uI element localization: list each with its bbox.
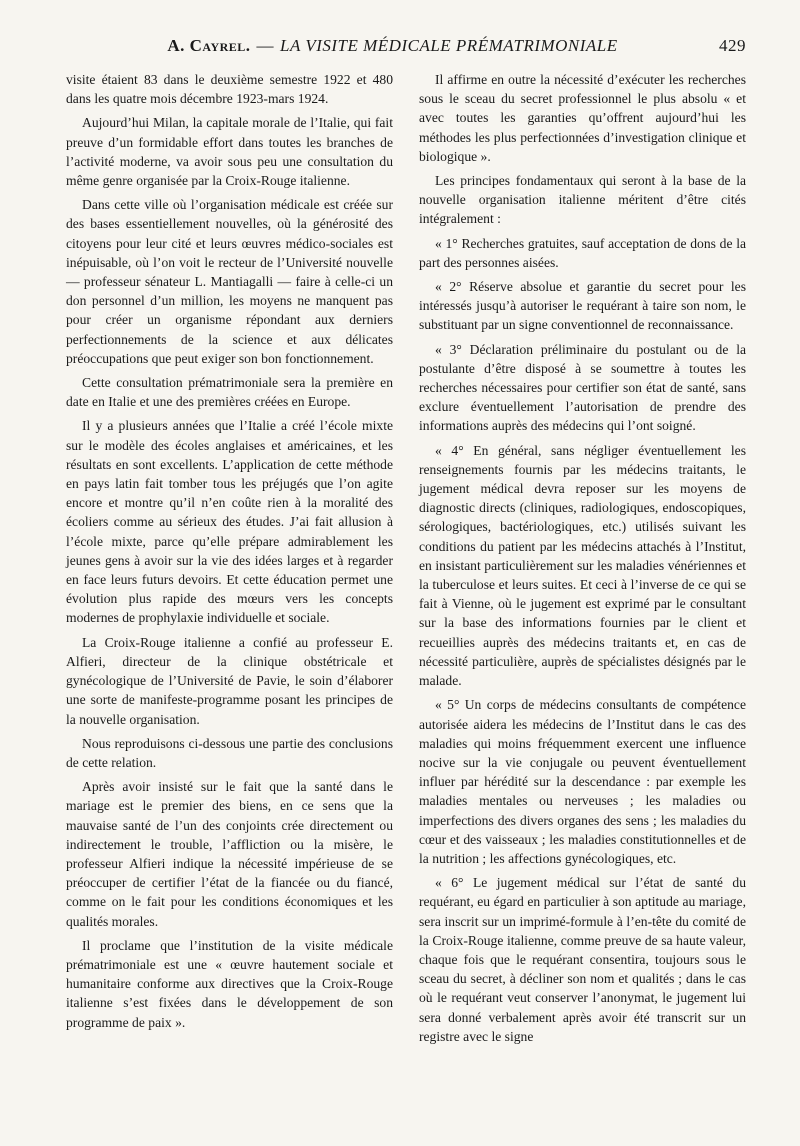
right-column xyxy=(419,70,746,1051)
paragraph: La Croix-Rouge italienne a confié au professeur E. Alfieri, directeur de la clinique obstétricale et gynécologique de l’Université de Pavie, le soin d’élaborer une sorte de manifeste-programme posant les principes de la nouvelle organisation. xyxy=(66,634,393,727)
principle-item: « 2° Réserve absolue et garantie du secret pour les intéressés jusqu’à autoriser le requérant à taire son nom, le substituant par un signe conventionnel de reconnaissance. xyxy=(419,279,746,333)
principle-item: « 5° Un corps de médecins consultants de compétence autorisée aidera les médecins de l’Institut dans le cas des maladies qui moins fréquemment exercent une influence nocive sur la vie conjugale ou peuvent éventuellement influer par hérédité sur la descendance : par exemple les maladies mentales ou nerveuses ; les maladies ou imperfections des divers organes des sens ; les maladies du cœur et des vaisseaux ; les maladies constitutionnelles et de la nutrition ; les affections gynécologiques, etc. xyxy=(419,697,746,866)
page-number: 429 xyxy=(719,36,746,55)
principle-item: « 1° Recherches gratuites, sauf acceptation de dons de la part des personnes aisées. xyxy=(419,235,746,270)
paragraph: visite étaient 83 dans le deuxième semestre 1922 et 480 dans les quatre mois décembre 1923-mars 1924. xyxy=(66,72,393,107)
article-title: LA VISITE MÉDICALE PRÉMATRIMONIALE xyxy=(280,36,618,55)
paragraph: Dans cette ville où l’organisation médicale est créée sur des bases essentiellement nouvelles, où la générosité des citoyens pour leur cité et leurs œuvres médico-sociales est inépuisable, où l’on voit le recteur de l’Université nouvelle — professeur sénateur L. Mantiagalli — faire à celle-ci un don personnel d’un million, les moyens ne manquent pas pour créer un organisme répondant aux derniers perfectionnements de la science et aux délicates préoccupations que peut exiger son bon fonctionnement. xyxy=(66,197,393,366)
paragraph: Il proclame que l’institution de la visite médicale prématrimoniale est une « œuvre hautement sociale et humanitaire conforme aux directives que la Croix-Rouge italienne s’est fixées dans le développement de son programme de paix ». xyxy=(66,937,393,1030)
paragraph: Il y a plusieurs années que l’Italie a créé l’école mixte sur le modèle des écoles anglaises et américaines, et les résultats en sont excellents. L’application de cette méthode en pays latin fait tomber tous les préjugés que l’on agite encore et montre qu’il n’en coûte rien à la moralité des écoliers comme au sérieux des études. J’ai fait allusion à l’école mixte, parce qu’elle prépare admirablement les jeunes gens à avoir sur la vie des idées larges et à regarder en face leurs futurs devoirs. Et cette éducation permet une évolution plus rapide des mœurs vers les concepts modernes de prophylaxie individuelle et sociale. xyxy=(66,418,393,626)
running-head xyxy=(66,36,746,66)
paragraph: Nous reproduisons ci-dessous une partie des conclusions de cette relation. xyxy=(66,735,393,770)
paragraph: Il affirme en outre la nécessité d’exécuter les recherches sous le sceau du secret professionnel le plus absolu « et avec toutes les garanties qu’offrent aujourd’hui les méthodes les plus perfectionnées d’investigation clinique et biologique ». xyxy=(419,72,746,164)
title-separator: — xyxy=(256,36,275,55)
running-title xyxy=(66,36,719,56)
paragraph: Après avoir insisté sur le fait que la santé dans le mariage est le premier des biens, en ce sens que la mauvaise santé de l’un des conjoints crée directement ou indirectement le trouble, l’affliction ou la misère, le professeur Alfieri indique la nécessité impérieuse de se préoccuper de certifier l’état de la fiancée ou du fiancé, comme on le fait pour les conditions économiques et les qualités morales. xyxy=(66,779,393,929)
text-columns xyxy=(66,70,746,1051)
author-name: A. Cayrel. xyxy=(167,36,251,55)
paragraph: Les principes fondamentaux qui seront à la base de la nouvelle organisation italienne méritent d’être cités intégralement : xyxy=(419,173,746,227)
principle-item: « 4° En général, sans négliger éventuellement les renseignements fournis par les médecins traitants, le jugement médical devra reposer sur les moyens de diagnostic directs (cliniques, radiologiques, endoscopiques, sérologiques, bactériologiques, etc.) utilisés suivant les conditions du patient par les médecins attachés à l’Institut, en insistant particulièrement sur les maladies vénériennes et la tuberculose et leurs suites. Et ceci à l’inverse de ce qui se fait à Vienne, où le jugement est exprimé par le consultant sur la base des informations fournies par le client et recueillies auprès des médecins traitants et, en cas de nécessité particulière, auprès de spécialistes désignés par le malade. xyxy=(419,442,746,689)
principle-item: « 6° Le jugement médical sur l’état de santé du requérant, eu égard en particulier à son aptitude au mariage, sera inscrit sur un imprimé-formule à l’en-tête du comité de la Croix-Rouge italienne, comme preuve de sa haute valeur, chaque fois que le requérant consentira, toujours sous le sceau du secret, à décliner son nom et qualités ; dans le cas où le requérant veut conserver l’anonymat, le jugement lui sera donné verbalement après avoir été transcrit sur un registre avec le signe xyxy=(419,875,746,1044)
paragraph: Aujourd’hui Milan, la capitale morale de l’Italie, qui fait preuve d’un formidable effort dans toutes les branches de l’activité moderne, va avoir sous peu une consultation du même genre organisée par la Croix-Rouge italienne. xyxy=(66,115,393,189)
principle-item: « 3° Déclaration préliminaire du postulant ou de la postulante d’être disposé à se soumettre à toutes les recherches nécessaires pour certifier son état de santé, sans exclure éventuellement l’autorisation de prendre des informations auprès des médecins qui l’ont soigné. xyxy=(419,341,746,434)
paragraph: Cette consultation prématrimoniale sera la première en date en Italie et une des premières créées en Europe. xyxy=(66,375,393,410)
left-column xyxy=(66,70,393,1051)
